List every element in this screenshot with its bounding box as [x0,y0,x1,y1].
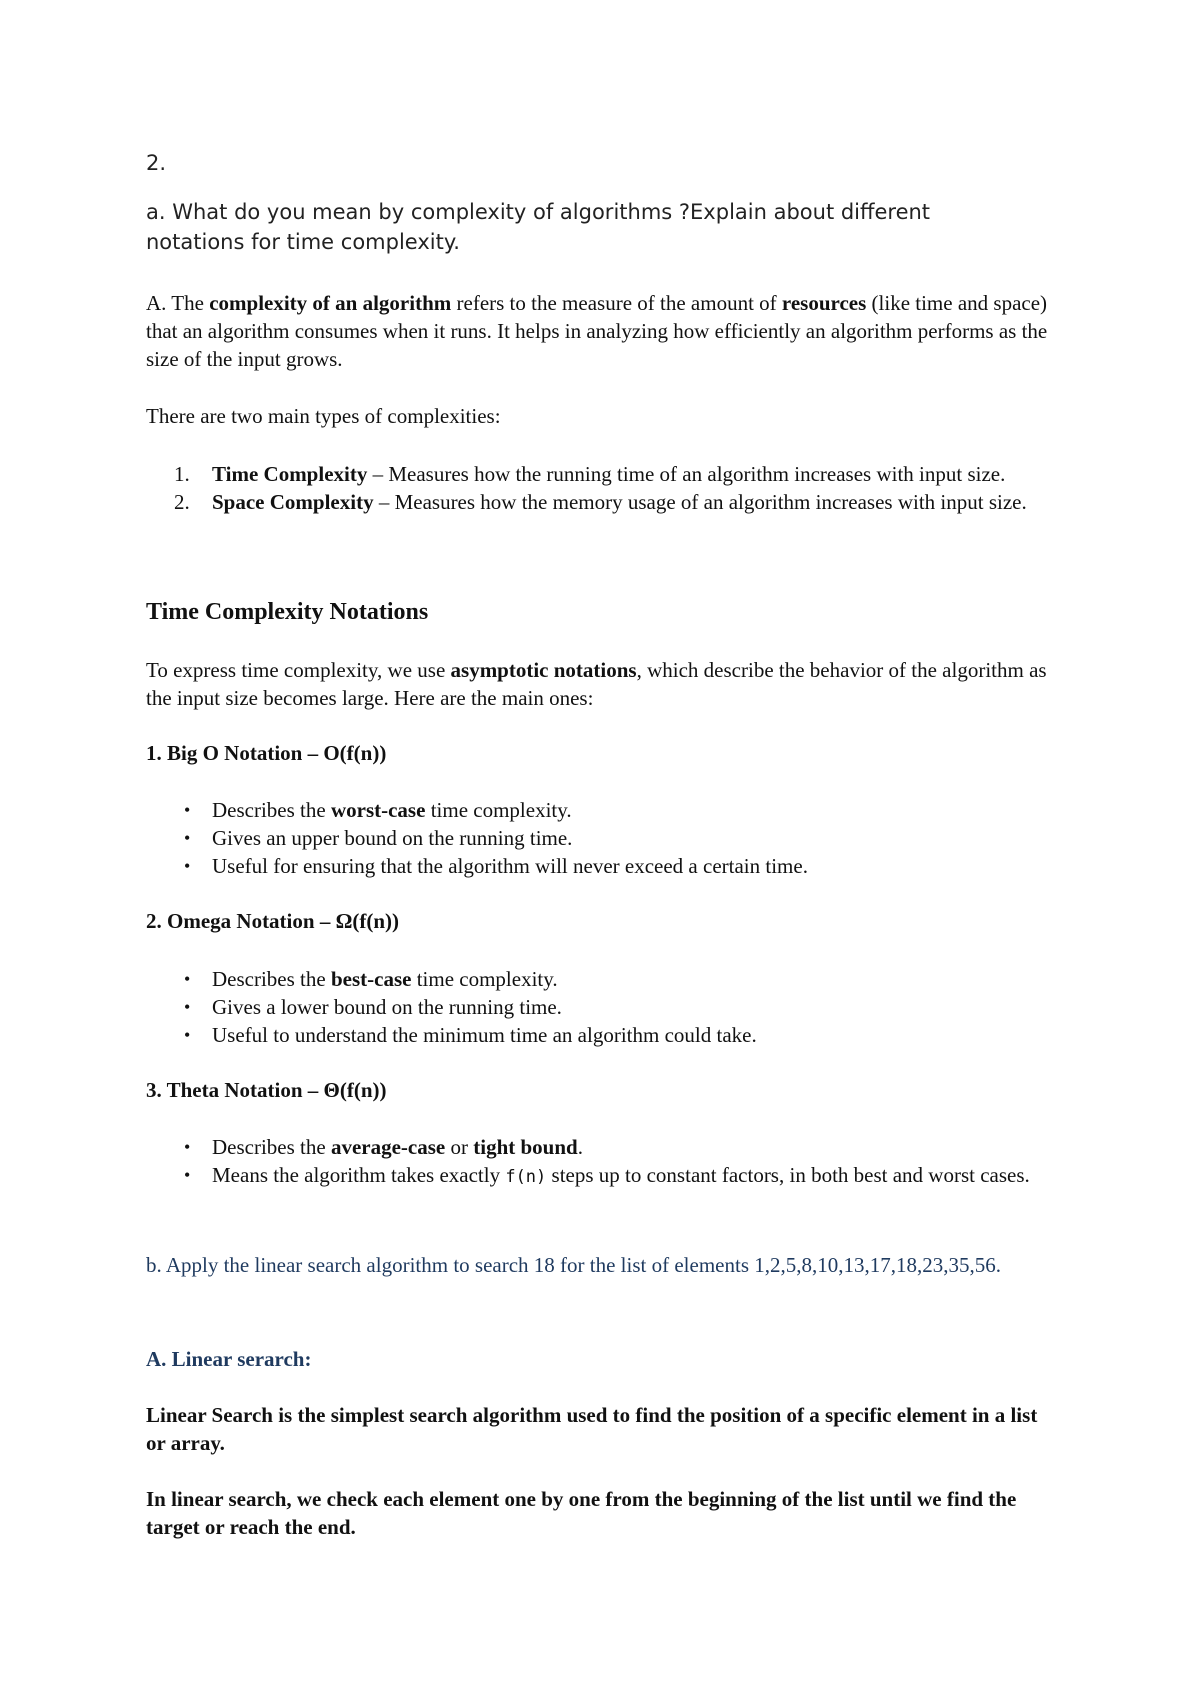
answer-text: The [171,291,204,315]
list-number: 2. [174,490,190,514]
notations-intro [146,656,1066,712]
list-item [146,460,1066,488]
bullet-text: time complexity. [430,798,572,822]
bullet-text: Useful to understand the minimum time an algorithm could take. [212,1023,757,1047]
bullet-text: Gives an upper bound on the running time. [212,826,573,850]
answer-term: complexity of an algorithm [209,291,452,315]
type-name: Space Complexity [212,490,374,514]
types-intro: There are two main types of complexities: [146,404,501,428]
linear-search-para-1: Linear Search is the simplest search algorithm used to find the position of a specific element in a list or array. [146,1403,1038,1455]
list-item [146,824,1066,852]
bullet-text: Useful for ensuring that the algorithm will never exceed a certain time. [212,854,808,878]
bullet-text: Describes the [212,967,326,991]
notations-heading: Time Complexity Notations [146,599,429,625]
list-item [146,993,1066,1021]
big-o-list [146,796,1066,880]
bullet-text: or [450,1135,468,1159]
linear-search-para-2: In linear search, we check each element one by one from the beginning of the list until we find the target or reach the end. [146,1487,1017,1539]
list-item [146,852,1066,880]
theta-heading: 3. Theta Notation – Θ(f(n)) [146,1078,387,1102]
inline-code: f(n) [505,1167,547,1187]
type-desc: – Measures how the memory usage of an algorithm increases with input size. [378,490,1027,514]
answer-text: refers to the measure of the amount of [456,291,777,315]
intro-term: asymptotic notations [450,658,637,682]
bullet-icon: • [184,1137,191,1157]
question-number: 2. [146,151,167,175]
complexity-types-list [146,460,1066,516]
bullet-text: Gives a lower bound on the running time. [212,995,562,1019]
type-desc: – Measures how the running time of an algorithm increases with input size. [372,462,1006,486]
list-item [146,488,1066,516]
bullet-term: worst-case [330,798,426,822]
list-number: 1. [174,462,190,486]
bullet-text: Describes the [212,798,326,822]
answer-lead: A. [146,291,167,315]
list-item [146,1133,1046,1161]
answer-term: resources [781,291,867,315]
omega-heading: 2. Omega Notation – Ω(f(n)) [146,909,400,933]
bullet-text: Describes the [212,1135,326,1159]
bullet-term: best-case [330,967,412,991]
bullet-icon: • [184,1165,191,1185]
part-b-answer-heading: A. Linear serarch: [146,1347,312,1371]
bullet-icon: • [184,828,191,848]
bullet-term: average-case [330,1135,446,1159]
bullet-icon: • [184,969,191,989]
bullet-icon: • [184,800,191,820]
part-a-prompt: a. What do you mean by complexity of algorithms ?Explain about different notations for time complexity. [146,200,931,254]
answer-a-paragraph [146,289,1066,373]
bullet-text: Means the algorithm takes exactly [212,1163,501,1187]
intro-text: , which describe the behavior of the algorithm as the input size becomes large. Here are the main ones: [146,658,1047,710]
list-item [146,965,1066,993]
bullet-term: tight bound [473,1135,578,1159]
bullet-icon: • [184,997,191,1017]
bullet-text: . [577,1135,583,1159]
bullet-icon: • [184,1025,191,1045]
bullet-text: steps up to constant factors, in both best and worst cases. [551,1163,1030,1187]
list-item [146,796,1066,824]
answer-text: (like time and space) that an algorithm consumes when it runs. It helps in analyzing how efficiently an algorithm performs as the size of the input grows. [146,291,1048,371]
list-item [146,1021,1066,1049]
part-b-prompt: b. Apply the linear search algorithm to search 18 for the list of elements 1,2,5,8,10,13,17,18,23,35,56. [146,1253,1001,1277]
bullet-text: time complexity. [416,967,558,991]
intro-text: To express time complexity, we use [146,658,446,682]
list-item [146,1161,1046,1191]
omega-list [146,965,1066,1049]
big-o-heading: 1. Big O Notation – O(f(n)) [146,741,387,765]
type-name: Time Complexity [212,462,368,486]
theta-list [146,1133,1046,1191]
bullet-icon: • [184,856,191,876]
